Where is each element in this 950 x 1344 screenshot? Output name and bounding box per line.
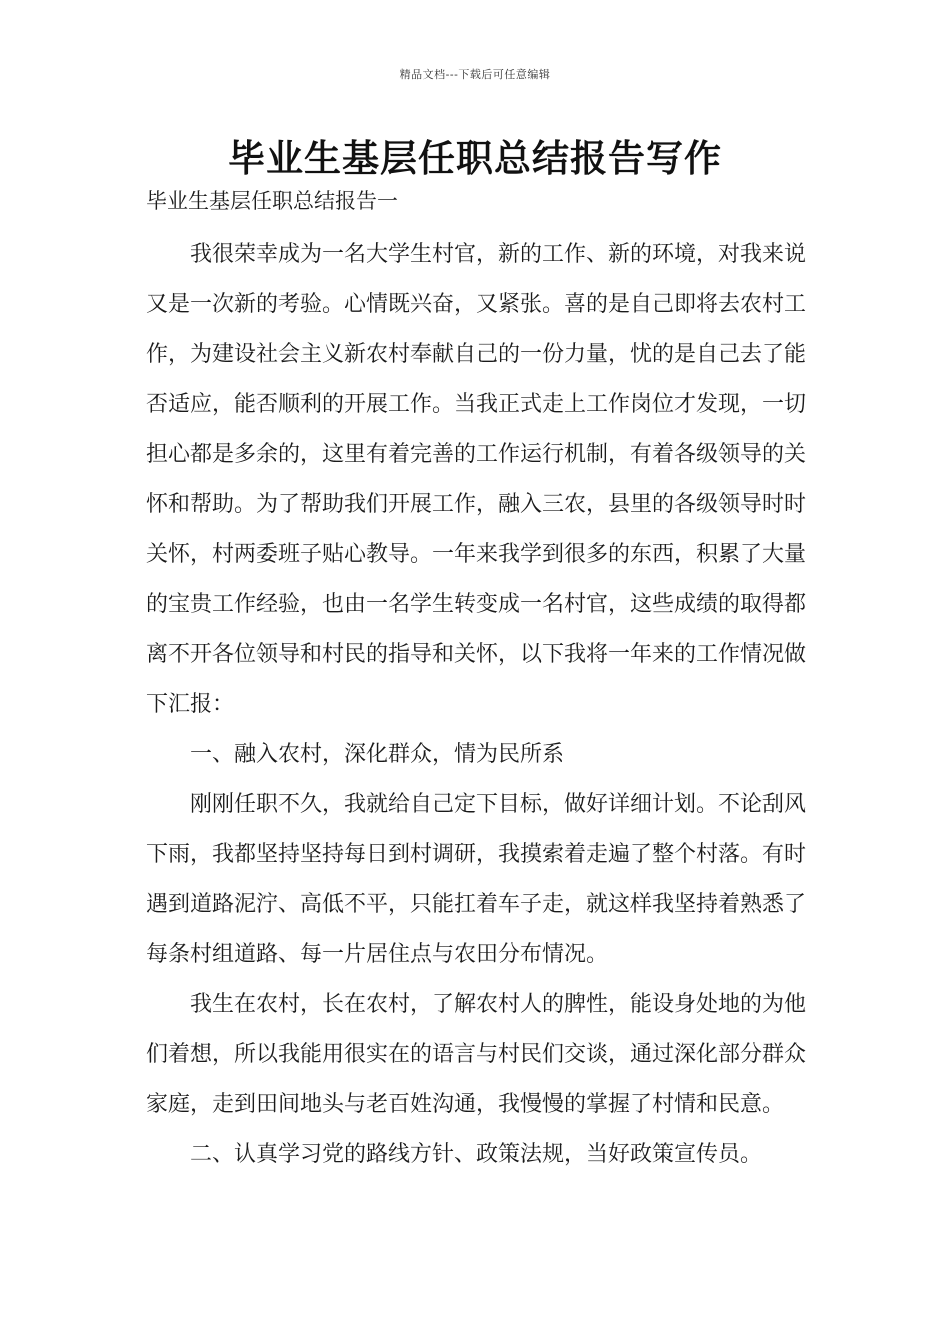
section-heading-2: 二、认真学习党的路线方针、政策法规，当好政策宣传员。 (190, 1142, 763, 1167)
section-heading-1: 一、融入农村，深化群众，情为民所系 (190, 742, 565, 767)
document-subtitle: 毕业生基层任职总结报告一 (146, 189, 398, 213)
document-body (146, 230, 806, 1180)
header-note: 精品文档---下载后可任意编辑 (399, 68, 551, 81)
paragraph-rural: 我生在农村，长在农村，了解农村人的脾性，能设身处地的为他们着想，所以我能用很实在的语言与村民们交谈，通过深化部分群众家庭，走到田间地头与老百姓沟通，我慢慢的掌握了村情和民意。 (146, 992, 807, 1117)
document-title: 毕业生基层任职总结报告写作 (228, 136, 722, 180)
paragraph-intro: 我很荣幸成为一名大学生村官，新的工作、新的环境，对我来说又是一次新的考验。心情既兴奋，又紧张。喜的是自己即将去农村工作，为建设社会主义新农村奉献自己的一份力量，忧的是自己去了能否适应，能否顺利的开展工作。当我正式走上工作岗位才发现，一切担心都是多余的，这里有着完善的工作运行机制，有着各级领导的关怀和帮助。为了帮助我们开展工作，融入三农，县里的各级领导时时关怀，村两委班子贴心教导。一年来我学到很多的东西，积累了大量的宝贵工作经验，也由一名学生转变成一名村官，这些成绩的取得都离不开各位领导和村民的指导和关怀，以下我将一年来的工作情况做下汇报： (146, 242, 807, 717)
paragraph-research: 刚刚任职不久，我就给自己定下目标，做好详细计划。不论刮风下雨，我都坚持坚持每日到村调研，我摸索着走遍了整个村落。有时遇到道路泥泞、高低不平，只能扛着车子走，就这样我坚持着熟悉了每条村组道路、每一片居住点与农田分布情况。 (146, 792, 807, 967)
